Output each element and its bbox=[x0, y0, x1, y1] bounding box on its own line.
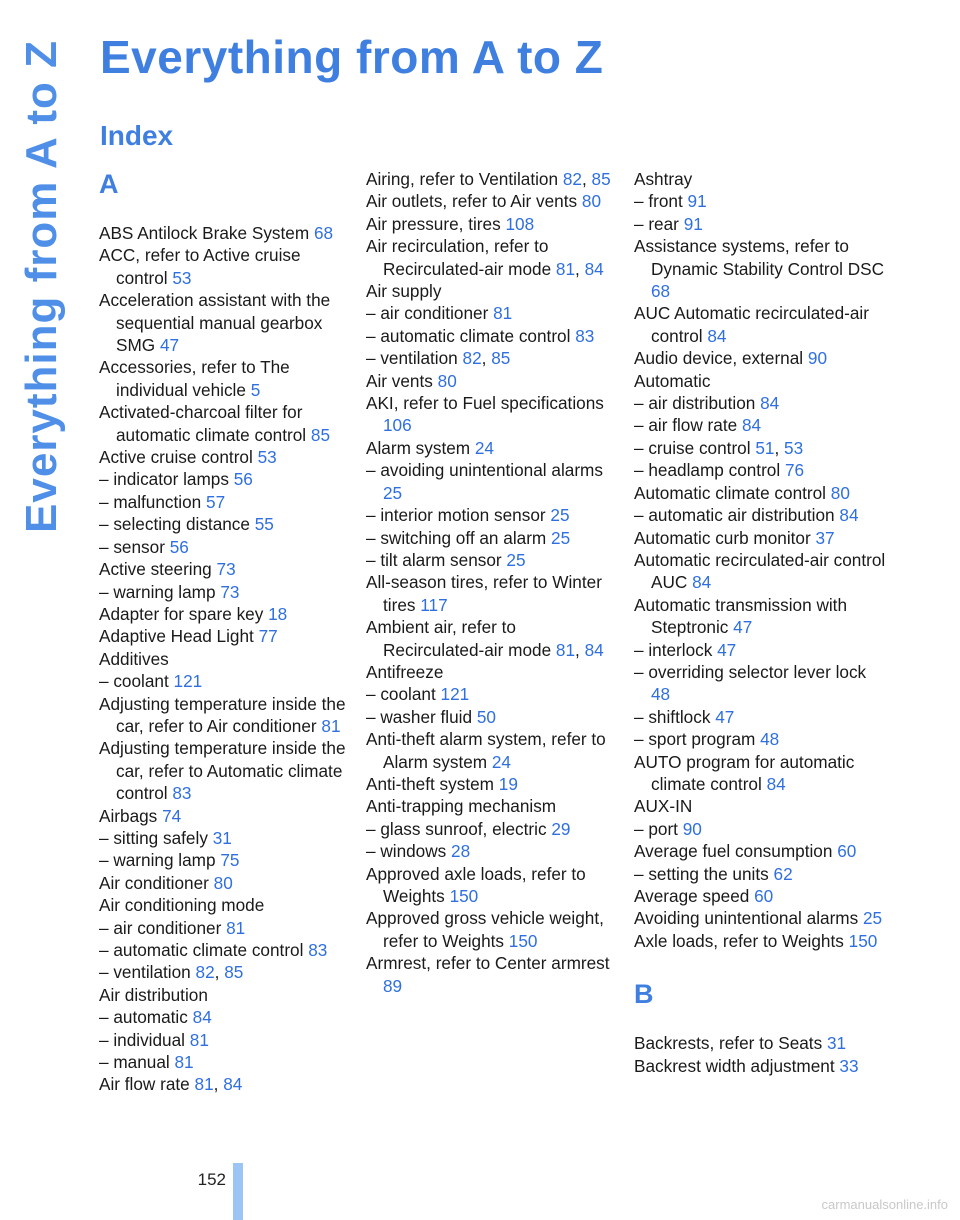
page-reference-link[interactable]: 90 bbox=[682, 818, 702, 839]
index-term: Axle loads, refer to Weights bbox=[634, 930, 844, 951]
index-entry bbox=[634, 504, 886, 526]
index-term: – headlamp control bbox=[634, 460, 781, 481]
index-term: – glass sunroof, electric bbox=[366, 818, 547, 839]
index-entry bbox=[634, 190, 886, 212]
page-reference-link[interactable]: 76 bbox=[784, 460, 805, 481]
index-entry bbox=[366, 683, 618, 705]
page-reference-link[interactable]: 56 bbox=[169, 536, 189, 557]
index-term: – automatic climate control bbox=[99, 940, 304, 960]
index-entry bbox=[99, 244, 351, 289]
page-reference-link[interactable]: 89 bbox=[383, 975, 403, 996]
page-reference-link[interactable]: 28 bbox=[451, 841, 471, 862]
index-entry bbox=[366, 840, 618, 862]
index-entry bbox=[99, 356, 351, 401]
index-term: Adjusting temperature inside the car, refer to Air conditioner bbox=[99, 693, 346, 736]
index-term: Avoiding unintentional alarms bbox=[634, 908, 859, 929]
page-reference-link[interactable]: 85 bbox=[591, 169, 611, 189]
index-entry bbox=[99, 894, 351, 916]
index-entry bbox=[634, 370, 886, 392]
index-term: – selecting distance bbox=[99, 514, 250, 535]
index-entry bbox=[634, 482, 886, 504]
page-reference-link[interactable]: 81 bbox=[174, 1052, 194, 1073]
side-chapter-title bbox=[14, 40, 70, 1100]
page-reference-link[interactable]: 80 bbox=[581, 191, 602, 212]
index-entry bbox=[366, 325, 618, 347]
index-entry bbox=[634, 728, 886, 750]
page-reference-link[interactable]: 121 bbox=[440, 684, 470, 705]
page-reference-link[interactable]: 18 bbox=[268, 603, 288, 624]
page-reference-link[interactable]: 51 bbox=[755, 437, 775, 458]
index-entry: Air flow rate 81, 84 bbox=[99, 1074, 243, 1095]
index-entry bbox=[99, 984, 351, 1006]
index-entry bbox=[99, 805, 351, 827]
index-term: Anti-trapping mechanism bbox=[366, 796, 557, 817]
index-entry bbox=[99, 446, 351, 468]
page-reference-link[interactable]: 84 bbox=[760, 393, 780, 414]
side-chapter-title-text: Everything from A to Z bbox=[17, 40, 66, 533]
index-term: AKI, refer to Fuel specifications bbox=[366, 393, 604, 414]
page-reference-link[interactable]: 25 bbox=[383, 482, 403, 503]
index-entry bbox=[99, 536, 351, 558]
index-entry bbox=[634, 885, 886, 907]
index-entry bbox=[366, 728, 618, 773]
index-entry bbox=[634, 639, 886, 661]
index-entry bbox=[366, 437, 618, 459]
index-entry bbox=[99, 222, 351, 244]
index-term: Airbags bbox=[99, 805, 158, 826]
index-entry bbox=[366, 773, 618, 795]
index-column-1 bbox=[99, 168, 351, 1096]
page-reference-link[interactable]: 81 bbox=[189, 1029, 209, 1050]
page-reference-link[interactable]: 25 bbox=[506, 549, 526, 570]
index-term: Air flow rate bbox=[99, 1074, 190, 1095]
index-entry: Air recirculation, refer to Recirculated-air mode 81, 84 bbox=[366, 236, 604, 279]
index-term: – shiftlock bbox=[634, 706, 711, 727]
index-term: Automatic climate control bbox=[634, 482, 826, 503]
page-reference-link[interactable]: 75 bbox=[220, 850, 240, 871]
index-entry bbox=[634, 751, 886, 796]
index-entry bbox=[366, 661, 618, 683]
index-term: Adjusting temperature inside the car, refer to Automatic climate control bbox=[99, 738, 346, 804]
page-reference-link[interactable]: 24 bbox=[491, 751, 511, 772]
page-reference-link[interactable]: 83 bbox=[172, 783, 192, 804]
page-reference-link[interactable]: 60 bbox=[837, 841, 857, 862]
index-term: – automatic climate control bbox=[366, 325, 571, 346]
index-term: Active steering bbox=[99, 559, 212, 580]
index-entry bbox=[634, 347, 886, 369]
page-reference-link[interactable]: 84 bbox=[584, 258, 604, 279]
index-column-3 bbox=[634, 168, 886, 1077]
page-reference-link[interactable]: 81 bbox=[321, 715, 341, 736]
index-term: – setting the units bbox=[634, 863, 769, 884]
page-reference-link[interactable]: 47 bbox=[733, 617, 753, 638]
index-term: – interior motion sensor bbox=[366, 505, 546, 526]
index-term: Ashtray bbox=[634, 169, 693, 189]
index-entry bbox=[99, 1029, 351, 1051]
index-entry bbox=[634, 930, 886, 952]
page-reference-link[interactable]: 91 bbox=[687, 191, 707, 212]
page-reference-link[interactable]: 47 bbox=[715, 706, 735, 727]
page-reference-link[interactable]: 81 bbox=[226, 917, 246, 938]
index-term: Air supply bbox=[366, 281, 442, 302]
page-reference-link[interactable]: 90 bbox=[807, 348, 828, 369]
index-term: ABS Antilock Brake System bbox=[99, 223, 310, 243]
page-reference-link[interactable]: 25 bbox=[863, 908, 883, 929]
index-term: Automatic recirculated-air control AUC bbox=[634, 549, 886, 593]
page-reference-link[interactable]: 47 bbox=[159, 335, 180, 356]
index-term: – rear bbox=[634, 213, 679, 234]
index-entry bbox=[366, 952, 618, 997]
index-entry bbox=[99, 670, 351, 692]
index-term: – interlock bbox=[634, 639, 713, 660]
index-entry bbox=[634, 840, 886, 862]
page-reference-link[interactable]: 83 bbox=[575, 325, 595, 346]
index-term: – sport program bbox=[634, 729, 756, 750]
index-entry bbox=[366, 795, 618, 817]
page-reference-link[interactable]: 37 bbox=[815, 527, 835, 548]
index-term: – automatic air distribution bbox=[634, 505, 835, 526]
index-term: Air conditioner bbox=[99, 872, 209, 893]
index-entry bbox=[634, 168, 886, 190]
page-reference-link[interactable]: 84 bbox=[707, 325, 727, 346]
index-entry bbox=[634, 302, 886, 347]
index-entry bbox=[99, 1051, 351, 1073]
page-reference-link[interactable]: 80 bbox=[213, 872, 233, 893]
index-entry bbox=[634, 414, 886, 436]
index-entry bbox=[366, 907, 618, 952]
index-term: Backrest width adjustment bbox=[634, 1055, 835, 1076]
index-entry bbox=[634, 795, 886, 817]
index-entry bbox=[99, 289, 351, 356]
index-term: – overriding selector lever lock bbox=[634, 661, 867, 682]
index-term: Additives bbox=[99, 648, 169, 669]
page-reference-link[interactable]: 85 bbox=[310, 424, 331, 445]
index-entry bbox=[634, 818, 886, 840]
index-term: Acceleration assistant with the sequential manual gearbox SMG bbox=[99, 290, 331, 356]
page-number-bar bbox=[233, 1163, 243, 1220]
page-reference-link[interactable]: 81 bbox=[555, 639, 576, 660]
index-entry bbox=[366, 302, 618, 324]
index-term: Air conditioning mode bbox=[99, 895, 265, 916]
index-entry bbox=[634, 1032, 886, 1054]
index-term: – coolant bbox=[99, 671, 169, 692]
page-reference-link[interactable]: 47 bbox=[717, 639, 737, 660]
page-number: 152 bbox=[197, 1170, 226, 1189]
index-term: – automatic bbox=[99, 1007, 188, 1028]
index-term: – air flow rate bbox=[634, 415, 738, 436]
index-term: Armrest, refer to Center armrest bbox=[366, 953, 610, 974]
index-term: – front bbox=[634, 191, 683, 212]
index-term: – switching off an alarm bbox=[366, 527, 547, 548]
index-entry bbox=[99, 401, 351, 446]
index-term: Airing, refer to Ventilation bbox=[366, 169, 559, 189]
index-term: – individual bbox=[99, 1029, 185, 1050]
index-term: Anti-theft system bbox=[366, 773, 494, 794]
page-reference-link[interactable]: 33 bbox=[839, 1055, 859, 1076]
index-term: – sensor bbox=[99, 536, 165, 557]
page-reference-link[interactable]: 121 bbox=[173, 671, 203, 692]
index-entry bbox=[634, 392, 886, 414]
index-term: – indicator lamps bbox=[99, 469, 229, 490]
index-entry bbox=[99, 603, 351, 625]
page-reference-link[interactable]: 84 bbox=[192, 1007, 212, 1028]
index-entry bbox=[634, 863, 886, 885]
index-term: Adaptive Head Light bbox=[99, 626, 254, 647]
index-entry bbox=[634, 549, 886, 594]
index-term: Activated-charcoal filter for automatic climate control bbox=[99, 402, 307, 445]
index-term: – warning lamp bbox=[99, 581, 216, 602]
page-reference-link[interactable]: 80 bbox=[437, 370, 457, 391]
index-entry bbox=[366, 370, 618, 392]
index-entry bbox=[634, 594, 886, 639]
page-reference-link[interactable]: 80 bbox=[830, 482, 850, 503]
index-entry bbox=[99, 917, 351, 939]
page-reference-link[interactable]: 19 bbox=[498, 773, 518, 794]
index-term: Air vents bbox=[366, 370, 433, 391]
index-term: – sitting safely bbox=[99, 827, 208, 848]
page-reference-link[interactable]: 77 bbox=[258, 626, 278, 647]
page-reference-link[interactable]: 24 bbox=[474, 437, 494, 458]
index-term: – coolant bbox=[366, 684, 436, 705]
page-reference-link[interactable]: 68 bbox=[651, 281, 671, 302]
index-column-2 bbox=[366, 168, 618, 997]
page-reference-link[interactable]: 81 bbox=[493, 303, 513, 324]
page-reference-link[interactable]: 68 bbox=[313, 223, 334, 243]
page-reference-link[interactable]: 91 bbox=[683, 213, 703, 234]
index-term: Average speed bbox=[634, 886, 750, 906]
page-reference-link[interactable]: 31 bbox=[826, 1033, 847, 1054]
page-reference-link[interactable]: 53 bbox=[784, 437, 804, 458]
page-reference-link[interactable]: 31 bbox=[212, 827, 232, 848]
page-reference-link[interactable]: 108 bbox=[505, 213, 535, 234]
page-reference-link[interactable]: 53 bbox=[257, 447, 277, 468]
index-term: Air outlets, refer to Air vents bbox=[366, 191, 578, 212]
index-term: Active cruise control bbox=[99, 447, 253, 468]
index-term: – washer fluid bbox=[366, 706, 473, 727]
index-term: Accessories, refer to The individual vehicle bbox=[99, 357, 290, 400]
page-reference-link[interactable]: 81 bbox=[555, 258, 576, 279]
index-term: – air conditioner bbox=[99, 917, 222, 938]
page-reference-link[interactable]: 5 bbox=[250, 379, 261, 400]
index-entry bbox=[366, 459, 618, 504]
index-entry bbox=[366, 392, 618, 437]
index-term: ACC, refer to Active cruise control bbox=[99, 245, 301, 288]
page-reference-link[interactable]: 84 bbox=[584, 639, 604, 660]
page-reference-link[interactable]: 150 bbox=[508, 930, 538, 951]
index-term: Air pressure, tires bbox=[366, 213, 501, 234]
page-reference-link[interactable]: 84 bbox=[223, 1074, 243, 1095]
index-term: Audio device, external bbox=[634, 348, 804, 369]
watermark: carmanualsonline.info bbox=[821, 1197, 948, 1212]
page-reference-link[interactable]: 48 bbox=[760, 729, 780, 750]
index-entry bbox=[99, 558, 351, 580]
index-term: Automatic curb monitor bbox=[634, 527, 811, 548]
page-reference-link[interactable]: 84 bbox=[766, 773, 786, 794]
index-entry bbox=[366, 706, 618, 728]
index-entry bbox=[366, 863, 618, 908]
page-reference-link[interactable]: 150 bbox=[848, 930, 878, 951]
index-entry bbox=[366, 549, 618, 571]
index-term: Antifreeze bbox=[366, 661, 444, 682]
index-letter-heading: A bbox=[99, 169, 119, 199]
index-term: Air recirculation, refer to Recirculated-air mode bbox=[366, 236, 552, 279]
index-entry bbox=[366, 190, 618, 212]
index-term: Automatic bbox=[634, 370, 711, 391]
index-entry bbox=[366, 818, 618, 840]
page-reference-link[interactable]: 85 bbox=[224, 962, 244, 983]
index-entry bbox=[99, 513, 351, 535]
section-title: Index bbox=[100, 120, 174, 151]
index-term: Adapter for spare key bbox=[99, 603, 264, 624]
index-entry bbox=[366, 527, 618, 549]
index-term: Anti-theft alarm system, refer to Alarm system bbox=[366, 729, 606, 772]
index-term: Approved axle loads, refer to Weights bbox=[366, 863, 586, 906]
page-reference-link[interactable]: 84 bbox=[692, 572, 712, 593]
index-entry bbox=[99, 1006, 351, 1028]
index-entry bbox=[99, 625, 351, 647]
index-term: Assistance systems, refer to Dynamic Stability Control DSC bbox=[634, 236, 885, 279]
index-entry bbox=[634, 706, 886, 728]
index-entry bbox=[634, 661, 886, 706]
index-term: Average fuel consumption bbox=[634, 841, 833, 862]
index-letter-heading: B bbox=[634, 979, 654, 1010]
index-term: – malfunction bbox=[99, 491, 202, 512]
index-term: Approved gross vehicle weight, refer to Weights bbox=[366, 908, 604, 951]
index-entry bbox=[99, 939, 351, 961]
index-entry: – cruise control 51, 53 bbox=[634, 437, 804, 458]
page-reference-link[interactable]: 85 bbox=[491, 348, 511, 369]
index-term: – avoiding unintentional alarms bbox=[366, 460, 603, 481]
page-reference-link[interactable]: 48 bbox=[651, 684, 671, 705]
index-term: – port bbox=[634, 818, 678, 839]
page-reference-link[interactable]: 25 bbox=[551, 527, 571, 548]
page-reference-link[interactable]: 74 bbox=[162, 805, 182, 826]
index-entry bbox=[99, 693, 351, 738]
page-reference-link[interactable]: 55 bbox=[254, 514, 274, 535]
page-reference-link[interactable]: 73 bbox=[220, 581, 240, 602]
index-entry bbox=[634, 527, 886, 549]
index-entry bbox=[99, 827, 351, 849]
index-entry: Ambient air, refer to Recirculated-air mode 81, 84 bbox=[366, 617, 604, 660]
index-term: – air conditioner bbox=[366, 303, 489, 324]
index-term: – ventilation bbox=[366, 348, 458, 369]
page-reference-link[interactable]: 84 bbox=[839, 505, 859, 526]
page-reference-link[interactable]: 53 bbox=[172, 267, 192, 288]
index-term: AUC Automatic recirculated-air control bbox=[634, 303, 869, 346]
index-entry bbox=[634, 907, 886, 929]
page-reference-link[interactable]: 25 bbox=[550, 505, 570, 526]
page-reference-link[interactable]: 73 bbox=[216, 559, 236, 580]
page-reference-link[interactable]: 82 bbox=[462, 348, 482, 369]
index-entry bbox=[366, 213, 618, 235]
index-entry bbox=[634, 459, 886, 481]
index-term: AUTO program for automatic climate control bbox=[634, 751, 855, 794]
page-reference-link[interactable]: 81 bbox=[194, 1074, 214, 1095]
index-term: – windows bbox=[366, 841, 447, 862]
page-reference-link[interactable]: 62 bbox=[773, 863, 793, 884]
index-term: AUX-IN bbox=[634, 796, 693, 817]
page-reference-link[interactable]: 60 bbox=[754, 886, 774, 906]
index-entry: Airing, refer to Ventilation 82, 85 bbox=[366, 169, 611, 189]
page-reference-link[interactable]: 82 bbox=[562, 169, 582, 189]
index-term: – air distribution bbox=[634, 393, 756, 414]
index-entry bbox=[366, 571, 618, 616]
page-reference-link[interactable]: 29 bbox=[551, 818, 571, 839]
index-entry bbox=[99, 468, 351, 490]
page-title: Everything from A to Z bbox=[100, 31, 604, 83]
index-entry bbox=[99, 872, 351, 894]
index-term: Backrests, refer to Seats bbox=[634, 1033, 823, 1054]
index-entry bbox=[634, 235, 886, 302]
index-term: – manual bbox=[99, 1052, 170, 1073]
index-term: – warning lamp bbox=[99, 850, 216, 871]
index-entry bbox=[99, 581, 351, 603]
page-reference-link[interactable]: 83 bbox=[308, 940, 328, 960]
page-reference-link[interactable]: 56 bbox=[233, 469, 253, 490]
index-term: Alarm system bbox=[366, 437, 471, 458]
page-reference-link[interactable]: 84 bbox=[741, 415, 762, 436]
index-entry bbox=[99, 648, 351, 670]
index-term: – tilt alarm sensor bbox=[366, 549, 502, 570]
index-entry bbox=[634, 1055, 886, 1077]
index-entry bbox=[99, 491, 351, 513]
index-entry bbox=[366, 280, 618, 302]
index-term: Air distribution bbox=[99, 984, 208, 1005]
index-entry: – ventilation 82, 85 bbox=[366, 348, 511, 369]
page-reference-link[interactable]: 50 bbox=[476, 706, 496, 727]
index-entry bbox=[99, 849, 351, 871]
index-entry bbox=[99, 737, 351, 804]
index-term: Automatic transmission with Steptronic bbox=[634, 594, 848, 638]
index-term: Ambient air, refer to Recirculated-air mode bbox=[366, 617, 552, 660]
page-reference-link[interactable]: 117 bbox=[420, 594, 448, 615]
index-entry: – ventilation 82, 85 bbox=[99, 962, 244, 983]
page-reference-link[interactable]: 57 bbox=[206, 491, 226, 512]
index-entry bbox=[366, 504, 618, 526]
index-term: – ventilation bbox=[99, 962, 191, 983]
index-term: All-season tires, refer to Winter tires bbox=[366, 572, 602, 615]
page-reference-link[interactable]: 106 bbox=[383, 415, 412, 436]
page-reference-link[interactable]: 150 bbox=[449, 886, 479, 906]
index-term: – cruise control bbox=[634, 437, 751, 458]
page-reference-link[interactable]: 82 bbox=[195, 962, 215, 983]
index-entry bbox=[634, 213, 886, 235]
